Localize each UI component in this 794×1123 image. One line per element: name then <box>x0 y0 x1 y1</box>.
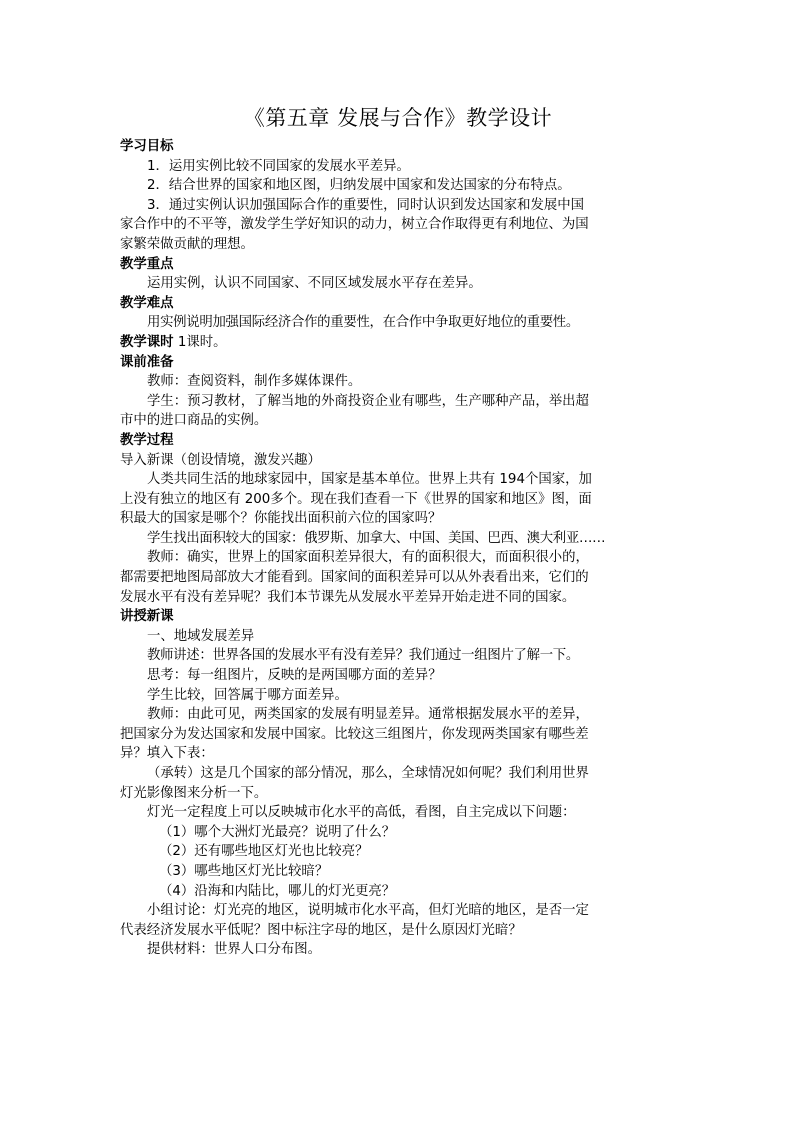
document-page <box>120 102 676 960</box>
section-key-points <box>120 255 676 294</box>
new-lesson-line-2: 教师讲述：世界各国的发展水平有没有差异？我们通过一组图片了解一下。 <box>147 648 579 664</box>
preparation-student: 学生：预习教材，了解当地的外商投资企业有哪些，生产哪种产品，举出超 <box>147 393 589 409</box>
new-lesson-line-1: 一、地域发展差异 <box>147 628 255 644</box>
difficulties-heading: 教学难点 <box>120 295 174 311</box>
document-title: 《第五章 发展与合作》教学设计 <box>243 106 553 130</box>
section-difficulties <box>120 294 676 333</box>
objectives-heading: 学习目标 <box>120 139 174 154</box>
new-lesson-line-6: 把国家分为发达国家和发展中国家。比较这三组图片，你发现两类国家有哪些差 <box>120 726 589 742</box>
discussion-line-1: 小组讨论：灯光亮的地区，说明城市化水平高，但灯光暗的地区，是否一定 <box>147 903 589 919</box>
section-new-lesson <box>120 607 676 960</box>
objective-item-3-cont-2: 家繁荣做贡献的理想。 <box>120 236 254 252</box>
process-line-1: 人类共同生活的地球家园中，国家是基本单位。世界上共有 194个国家，加 <box>147 472 592 488</box>
section-process <box>120 431 676 607</box>
periods-line <box>120 333 676 353</box>
difficulties-text: 用实例说明加强国际经济合作的重要性，在合作中争取更好地位的重要性。 <box>147 315 579 331</box>
discussion-line-2: 代表经济发展水平低呢？图中标注字母的地区，是什么原因灯光暗？ <box>120 922 522 938</box>
question-3: （3）哪些地区灯光比较暗？ <box>159 863 329 879</box>
section-preparation <box>120 353 676 431</box>
new-lesson-heading: 讲授新课 <box>120 609 174 625</box>
process-line-4: 学生找出面积较大的国家：俄罗斯、加拿大、中国、美国、巴西、澳大利亚…… <box>147 530 606 546</box>
preparation-student-cont: 市中的进口商品的实例。 <box>120 413 268 429</box>
question-2: （2）还有哪些地区灯光也比较亮？ <box>159 844 369 860</box>
periods-heading: 教学课时 <box>120 334 174 350</box>
new-lesson-line-3: 思考：每一组图片，反映的是两国哪方面的差异？ <box>147 668 442 684</box>
preparation-teacher: 教师：查阅资料，制作多媒体课件。 <box>147 374 362 390</box>
process-line-6: 都需要把地图局部放大才能看到。国家间的面积差异可以从外表看出来，它们的 <box>120 570 589 586</box>
process-line-3: 积最大的国家是哪个？你能找出面积前六位的国家吗？ <box>120 511 442 527</box>
key-points-text: 运用实例，认识不同国家、不同区域发展水平存在差异。 <box>147 276 482 292</box>
section-periods <box>120 333 676 353</box>
process-line-5: 教师：确实，世界上的国家面积差异很大，有的面积很大，而面积很小的， <box>147 550 589 566</box>
new-lesson-line-5: 教师：由此可见，两类国家的发展有明显差异。通常根据发展水平的差异， <box>147 707 589 723</box>
key-points-heading: 教学重点 <box>120 256 174 272</box>
process-line-7: 发展水平有没有差异呢？我们本节课先从发展水平差异开始走进不同的国家。 <box>120 589 576 605</box>
material-line: 提供材料：世界人口分布图。 <box>147 942 322 958</box>
new-lesson-line-4: 学生比较，回答属于哪方面差异。 <box>147 687 348 703</box>
section-objectives <box>120 137 676 255</box>
new-lesson-line-8: （承转）这是几个国家的部分情况，那么，全球情况如何呢？我们利用世界 <box>147 766 589 781</box>
question-1: （1）哪个大洲灯光最亮？说明了什么？ <box>159 824 396 840</box>
periods-text: 1课时。 <box>173 334 227 350</box>
preparation-heading: 课前准备 <box>120 354 174 370</box>
objective-item-3: 3．通过实例认识加强国际合作的重要性，同时认识到发达国家和发展中国 <box>147 197 585 213</box>
objective-item-1: 1．运用实例比较不同国家的发展水平差异。 <box>147 158 410 174</box>
process-line-2: 上没有独立的地区有 200多个。现在我们查看一下《世界的国家和地区》图，面 <box>120 491 592 507</box>
objective-item-3-cont-1: 家合作中的不平等，激发学生学好知识的动力，树立合作取得更有利地位、为国 <box>120 217 589 233</box>
new-lesson-line-10: 灯光一定程度上可以反映城市化水平的高低，看图，自主完成以下问题： <box>147 805 576 821</box>
question-4: （4）沿海和内陆比，哪儿的灯光更亮？ <box>159 883 396 899</box>
process-heading: 教学过程 <box>120 432 174 448</box>
objective-item-2: 2．结合世界的国家和地区图，归纳发展中国家和发达国家的分布特点。 <box>147 178 571 194</box>
process-intro-label: 导入新课（创设情境，激发兴趣） <box>120 452 321 468</box>
new-lesson-line-9: 灯光影像图来分析一下。 <box>120 785 268 801</box>
new-lesson-line-7: 异？填入下表： <box>120 746 214 762</box>
